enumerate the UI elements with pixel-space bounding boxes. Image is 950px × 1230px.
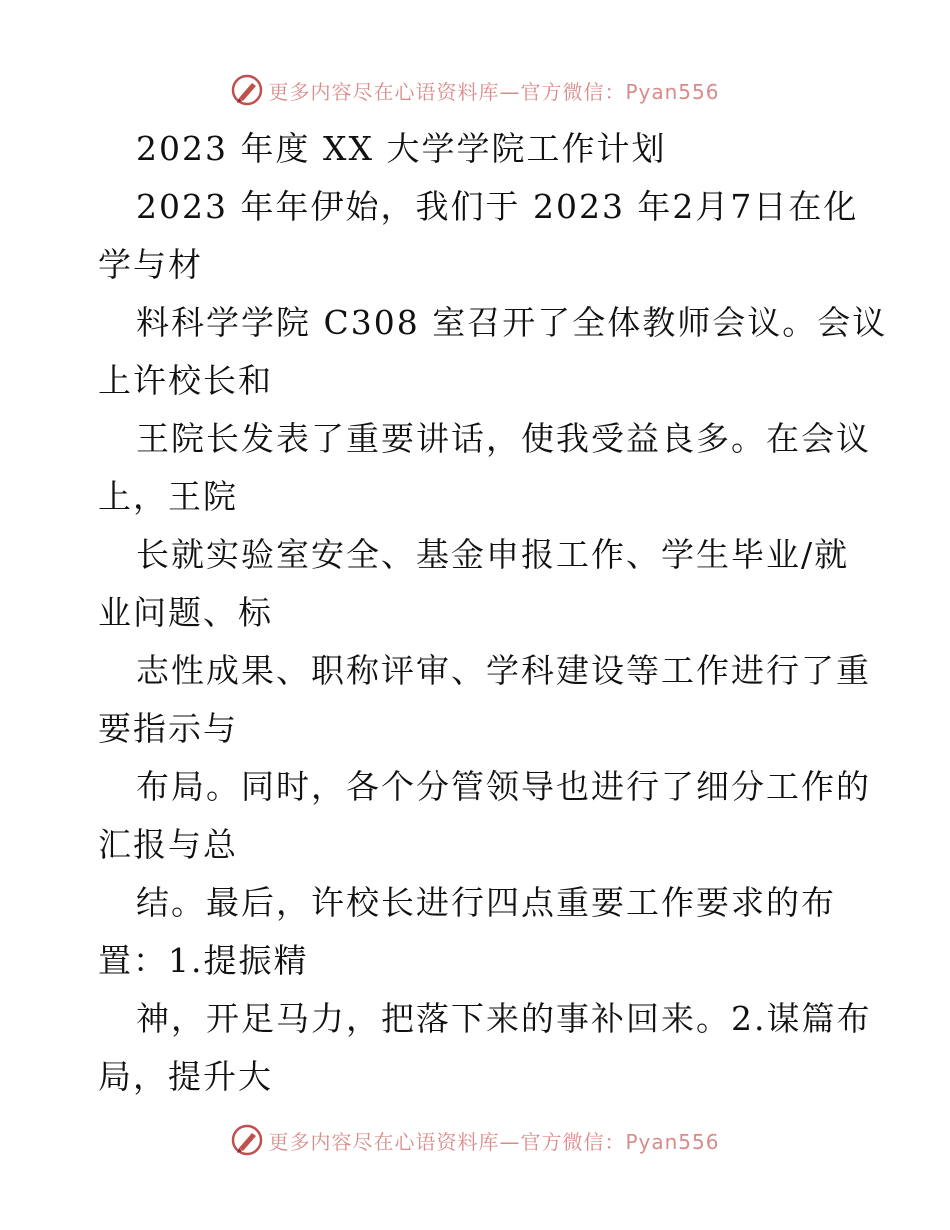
pen-circle-logo-icon bbox=[230, 1123, 264, 1157]
text-line: 结。最后，许校长进行四点重要工作要求的布 bbox=[136, 883, 836, 922]
text-line: 2023 年年伊始，我们于 2023 年2月7日在化 bbox=[136, 187, 859, 226]
text-line: 上，王院 bbox=[98, 477, 238, 516]
text-line: 要指示与 bbox=[98, 709, 238, 748]
text-line: 志性成果、职称评审、学科建设等工作进行了重 bbox=[136, 651, 871, 690]
footer-watermark-text: 更多内容尽在心语资料库—官方微信：Pyan556 bbox=[268, 1129, 720, 1154]
text-line: 局，提升大 bbox=[98, 1057, 273, 1096]
pen-circle-logo-icon bbox=[230, 73, 264, 107]
document-body bbox=[98, 120, 888, 1106]
text-line: 王院长发表了重要讲话，使我受益良多。在会议 bbox=[136, 419, 871, 458]
text-line: 布局。同时，各个分管领导也进行了细分工作的 bbox=[136, 767, 871, 806]
text-line: 料科学学院 C308 室召开了全体教师会议。会议 bbox=[136, 303, 888, 342]
text-line: 长就实验室安全、基金申报工作、学生毕业/就 bbox=[136, 535, 850, 574]
footer-watermark-banner bbox=[0, 1120, 950, 1160]
document-title: 2023 年度 XX 大学学院工作计划 bbox=[136, 129, 667, 168]
text-line: 神，开足马力，把落下来的事补回来。2.谋篇布 bbox=[136, 999, 872, 1038]
header-watermark-banner bbox=[0, 70, 950, 110]
text-line: 汇报与总 bbox=[98, 825, 238, 864]
text-line: 业问题、标 bbox=[98, 593, 273, 632]
text-line: 学与材 bbox=[98, 245, 203, 284]
text-line: 置：1.提振精 bbox=[98, 941, 309, 980]
header-watermark-text: 更多内容尽在心语资料库—官方微信：Pyan556 bbox=[268, 79, 720, 104]
text-line: 上许校长和 bbox=[98, 361, 273, 400]
